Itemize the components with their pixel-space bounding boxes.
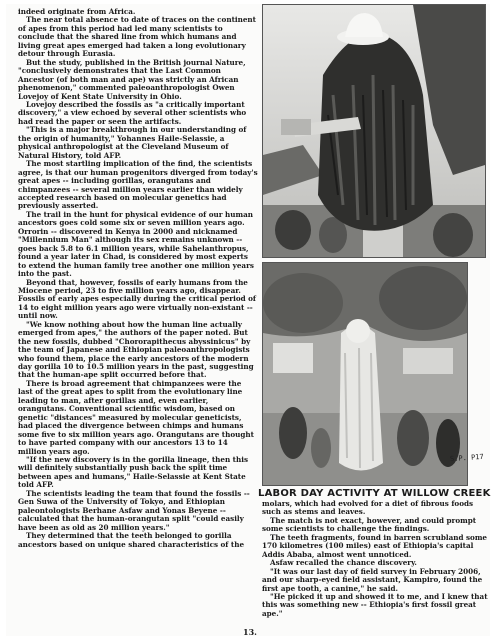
paragraph: The scientists leading the team that found the fossils -- Gen Suwa of the University of Tokyo, and Ethiopian paleontologists Berhane Asfaw and Yonas Beyene -- calculated that the human-orangutan split "could easily have been as old as 20 million years." xyxy=(18,488,250,532)
paragraph: The near total absence to date of traces on the continent of apes from this period had led many scientists to conclude that the shared line from which humans and living great apes emerged had taken a long evolutionary detour through Eurasia. xyxy=(18,15,256,59)
paragraph: The teeth fragments, found in barren scrubland some 170 kilometres (100 miles) east of Ethiopia's capital Addis Ababa, almost went unnoticed. xyxy=(262,532,488,559)
paragraph: They determined that the teeth belonged to gorilla ancestors based on unique shared characteristics of the xyxy=(18,531,245,549)
paragraph: The trail in the hunt for physical evidence of our human ancestors goes cold some six or seven million years ago. Orrorin -- discovered in Kenya in 2000 and nicknamed "Millennium Man" although its sex remains unknown -- goes back 5.8 to 6.1 million years, while Sahelanthropus, found a year later in Chad, is considered by most experts to extend the human family tree another one million years into the past. xyxy=(18,209,254,279)
paragraph: Asfaw recalled the chance discovery. xyxy=(270,558,417,568)
newsletter-page xyxy=(6,4,490,636)
article-left-column xyxy=(18,8,258,632)
article-right-column xyxy=(262,500,488,636)
paragraph: indeed originate from Africa. xyxy=(18,8,136,16)
paragraph: "We know nothing about how the human line actually emerged from apes," the authors of the paper noted. But the new fossils, dubbed "Chororapithecus abyssinicus" by the team of Japanese and Ethiopian paleoanthropologists who found them, place the early ancestors of the modern day gorilla 10 to 10.5 million years in the past, suggesting that the human-ape split occurred before that. xyxy=(18,319,254,380)
paragraph: Lovejoy described the fossils as "a critically important discovery," a view echoed by several other scientists who had read the paper or seen the artifacts. xyxy=(18,99,247,126)
photo-signature: S.P. P17 xyxy=(449,452,484,464)
paragraph: molars, which had evolved for a diet of fibrous foods such as stems and leaves. xyxy=(262,500,474,517)
paragraph: "If the new discovery is in the gorilla lineage, then this will definitely substantially push back the split time between apes and humans," Haile-Selassie at Kent State told AFP. xyxy=(18,455,249,490)
paragraph: "This is a major breakthrough in our understanding of the origin of humanity," Yohannes Haile-Selassie, a physical anthropologist at the Cleveland Museum of Natural History, told AFP. xyxy=(18,125,247,160)
paragraph: But the study, published in the British journal Nature, "conclusively demonstrates that the Last Common Ancestor (of both man and ape) was strictly an African phenomenon," commented paleoanthropologist Owen Lovejoy of Kent State University in Ohio. xyxy=(18,57,246,101)
page-number: 13. xyxy=(243,627,257,637)
paragraph: The most startling implication of the find, the scientists agree, is that our human progenitors diverged from today's great apes -- including gorillas, orangutans and chimpanzees -- several million years earlier than widely accepted research based on molecular genetics had previously asserted. xyxy=(18,159,258,211)
paragraph: Beyond that, however, fossils of early humans from the Miocene period, 23 to five million years ago, disappear. Fossils of early apes especially during the critical period of 14 to eight million years ago were virtually non-existant -- until now. xyxy=(18,277,257,321)
costume-photo-bottom xyxy=(262,262,468,486)
paragraph: "It was our last day of field survey in February 2006, and our sharp-eyed field assistant, Kampiro, found the first ape tooth, a canine," he said. xyxy=(262,566,483,593)
costume-photo-top xyxy=(262,4,486,258)
photo-caption: LABOR DAY ACTIVITY AT WILLOW CREEK xyxy=(258,488,491,499)
paragraph: The match is not exact, however, and could prompt some scientists to challenge the findings. xyxy=(262,515,477,534)
paragraph: There is broad agreement that chimpanzees were the last of the great apes to split from the evolutionary line leading to man, after gorillas and, even earlier, orangutans. Conventional scientific wisdom, based on genetic "distances" measured by molecular geneticists, had placed the divergence between chimps and humans some five to six million years ago. Orangutans are thought to have parted company with our ancestors 13 to 14 million years ago. xyxy=(18,378,254,456)
costume-photo-image xyxy=(263,5,485,257)
paragraph: "He picked it up and showed it to me, and I knew that this was something new -- Ethiopia's first fossil great ape." xyxy=(262,591,488,618)
crowd-photo-image xyxy=(263,263,467,485)
